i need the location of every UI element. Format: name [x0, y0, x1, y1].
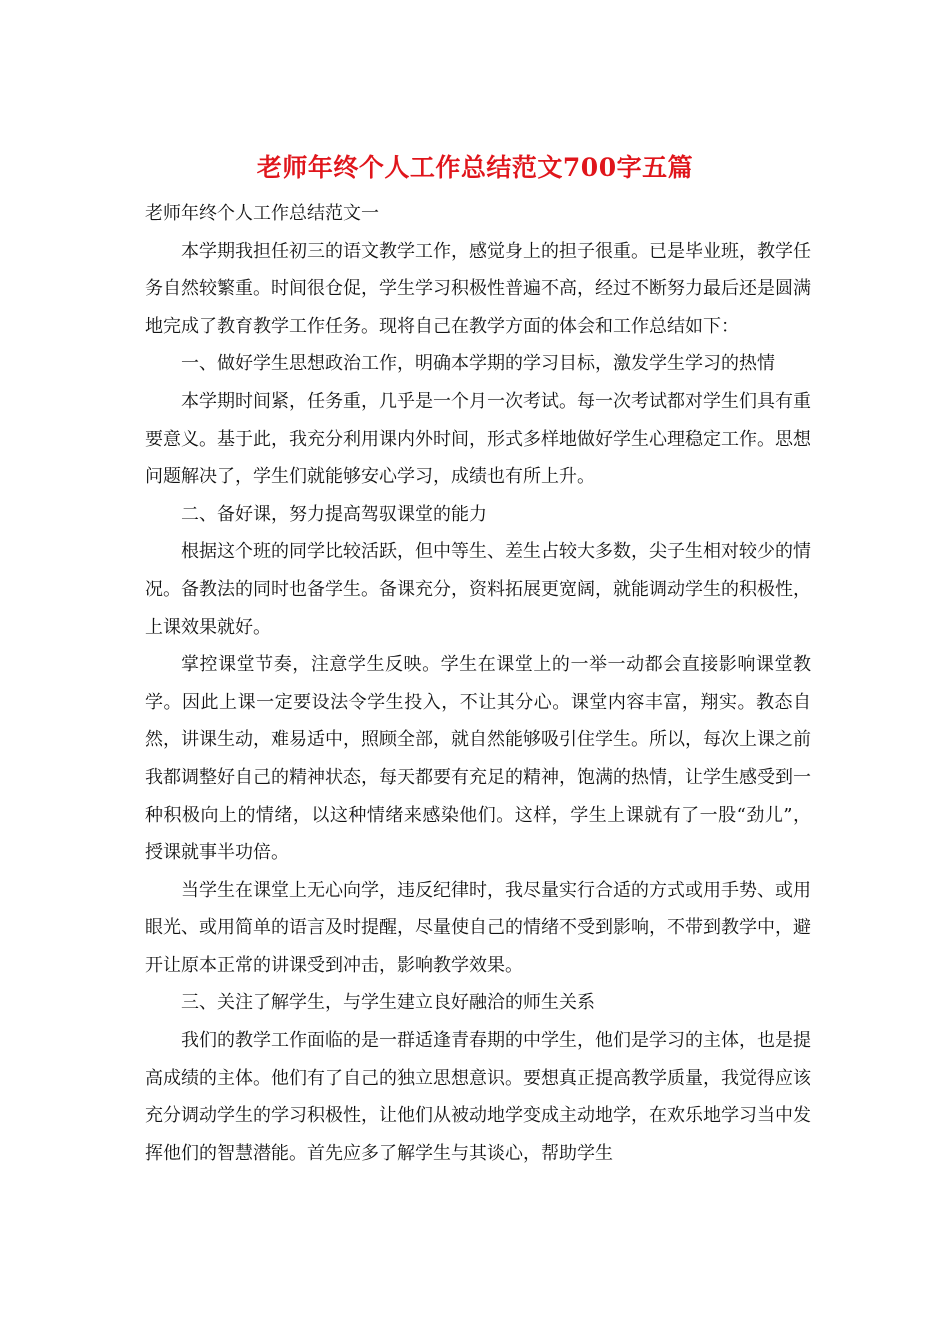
- paragraph: 掌控课堂节奏，注意学生反映。学生在课堂上的一举一动都会直接影响课堂教学。因此上课一定要设法令学生投入，不让其分心。课堂内容丰富，翔实。教态自然，讲课生动，难易适中，照顾全部，就自然能够吸引住学生。所以，每次上课之前我都调整好自己的精神状态，每天都要有充足的精神，饱满的热情，让学生感受到一种积极向上的情绪，以这种情绪来感染他们。这样，学生上课就有了一股“劲儿”，授课就事半功倍。: [145, 654, 811, 864]
- subheading: 一、做好学生思想政治工作，明确本学期的学习目标，激发学生学习的热情: [181, 353, 775, 375]
- section-heading: 老师年终个人工作总结范文一: [145, 203, 379, 224]
- paragraph: 我们的教学工作面临的是一群适逢青春期的中学生，他们是学习的主体，也是提高成绩的主体。他们有了自己的独立思想意识。要想真正提高教学质量，我觉得应该充分调动学生的学习积极性，让他们从被动地学变成主动地学，在欢乐地学习当中发挥他们的智慧潜能。首先应多了解学生与其谈心，帮助学生: [145, 1030, 811, 1164]
- paragraph: 本学期我担任初三的语文教学工作，感觉身上的担子很重。已是毕业班，教学任务自然较繁重。时间很仓促，学生学习积极性普遍不高，经过不断努力最后还是圆满地完成了教育教学工作任务。现将自己在教学方面的体会和工作总结如下：: [145, 240, 811, 337]
- paragraph: 本学期时间紧，任务重，几乎是一个月一次考试。每一次考试都对学生们具有重要意义。基于此，我充分利用课内外时间，形式多样地做好学生心理稳定工作。思想问题解决了，学生们就能够安心学习，成绩也有所上升。: [145, 390, 811, 488]
- paragraph: 根据这个班的同学比较活跃，但中等生、差生占较大多数，尖子生相对较少的情况。备教法的同时也备学生。备课充分，资料拓展更宽阔，就能调动学生的积极性，上课效果就好。: [145, 541, 811, 638]
- subheading: 三、关注了解学生，与学生建立良好融洽的师生关系: [181, 992, 595, 1014]
- document-title: 老师年终个人工作总结范文700字五篇: [256, 153, 694, 182]
- paragraph: 当学生在课堂上无心向学，违反纪律时，我尽量实行合适的方式或用手势、或用眼光、或用简单的语言及时提醒，尽量使自己的情绪不受到影响，不带到教学中，避开让原本正常的讲课受到冲击，影响教学效果。: [145, 879, 811, 976]
- document-body: [145, 195, 811, 1172]
- subheading: 二、备好课，努力提高驾驭课堂的能力: [181, 503, 487, 525]
